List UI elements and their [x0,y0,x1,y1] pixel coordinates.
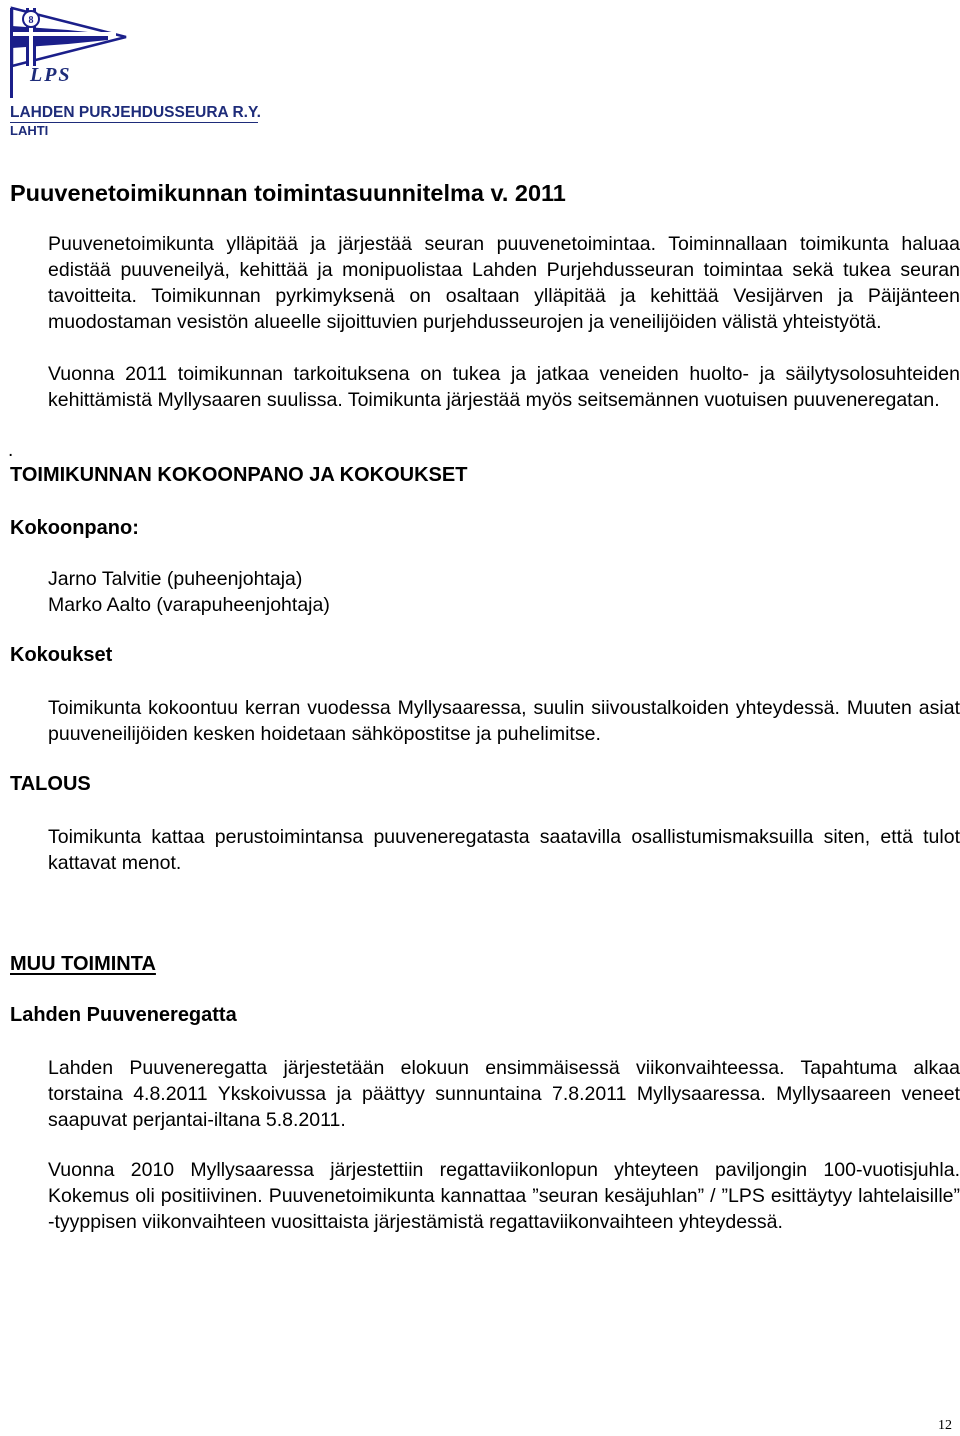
member-chair: Jarno Talvitie (puheenjohtaja) [48,568,303,590]
finance-text: Toimikunta kattaa perustoimintansa puuveneregatasta saatavilla osallistumismaksuilla siten, että tulot kattavat menot. [48,826,960,874]
svg-text:8: 8 [28,15,34,26]
meetings-heading: Kokoukset [10,644,113,666]
page-number: 12 [938,1418,952,1433]
document-title: Puuvenetoimikunnan toimintasuunnitelma v. 2011 [10,180,566,206]
stray-dot: . [8,440,14,461]
composition-heading: Kokoonpano: [10,517,139,539]
logo-club-name: LAHDEN PURJEHDUSSEURA R.Y. [10,104,261,121]
logo-monogram: LPS [30,64,72,86]
member-vice-chair: Marko Aalto (varapuheenjohtaja) [48,594,330,616]
club-logo [8,6,261,138]
history-text: Vuonna 2010 Myllysaaressa järjestettiin regattaviikonlopun yhteyteen paviljongin 100-vuotisjuhla. Kokemus oli positiivinen. Puuvenetoimikunta kannattaa ”seuran kesäjuhlan” / ”LPS esittäytyy lahtelaisille” -tyyppisen viikonvaihteen vuosittaista järjestämistä regattaviikonvaihteen yhteydessä. [48,1159,960,1233]
committee-heading: TOIMIKUNNAN KOKOONPANO JA KOKOUKSET [10,464,468,486]
logo-city: LAHTI [10,123,49,138]
other-activities-heading: MUU TOIMINTA [10,953,156,975]
intro-paragraph-2: Vuonna 2011 toimikunnan tarkoituksena on tukea ja jatkaa veneiden huolto- ja säilytysolosuhteiden kehittämistä Myllysaaren suulissa. Toimikunta järjestää myös seitsemännen vuotuisen puuveneregatan. [48,363,960,411]
meetings-text: Toimikunta kokoontuu kerran vuodessa Myllysaaressa, suulin siivoustalkoiden yhteydessä. Muuten asiat puuveneilijöiden kesken hoidetaan sähköpostitse ja puhelimitse. [48,697,960,745]
finance-heading: TALOUS [10,773,91,795]
regatta-heading: Lahden Puuveneregatta [10,1004,237,1026]
regatta-text: Lahden Puuveneregatta järjestetään elokuun ensimmäisessä viikonvaihteessa. Tapahtuma alkaa torstaina 4.8.2011 Ykskoivussa ja päättyy sunnuntaina 7.8.2011 Myllysaaressa. Myllysaareen veneet saapuvat perjantai-iltana 5.8.2011. [48,1057,960,1131]
intro-paragraph-1: Puuvenetoimikunta ylläpitää ja järjestää seuran puuvenetoimintaa. Toiminnallaan toimikunta haluaa edistää puuveneilyä, kehittää ja monipuolistaa Lahden Purjehdusseuran toimintaa sekä tukea seuran tavoitteita. Toimikunnan pyrkimyksenä on osaltaan ylläpitää ja kehittää Vesijärven ja Päijänteen muodostaman vesistön alueelle sijoittuvien purjehdusseurojen ja veneilijöiden välistä yhteistyötä. [48,233,960,333]
